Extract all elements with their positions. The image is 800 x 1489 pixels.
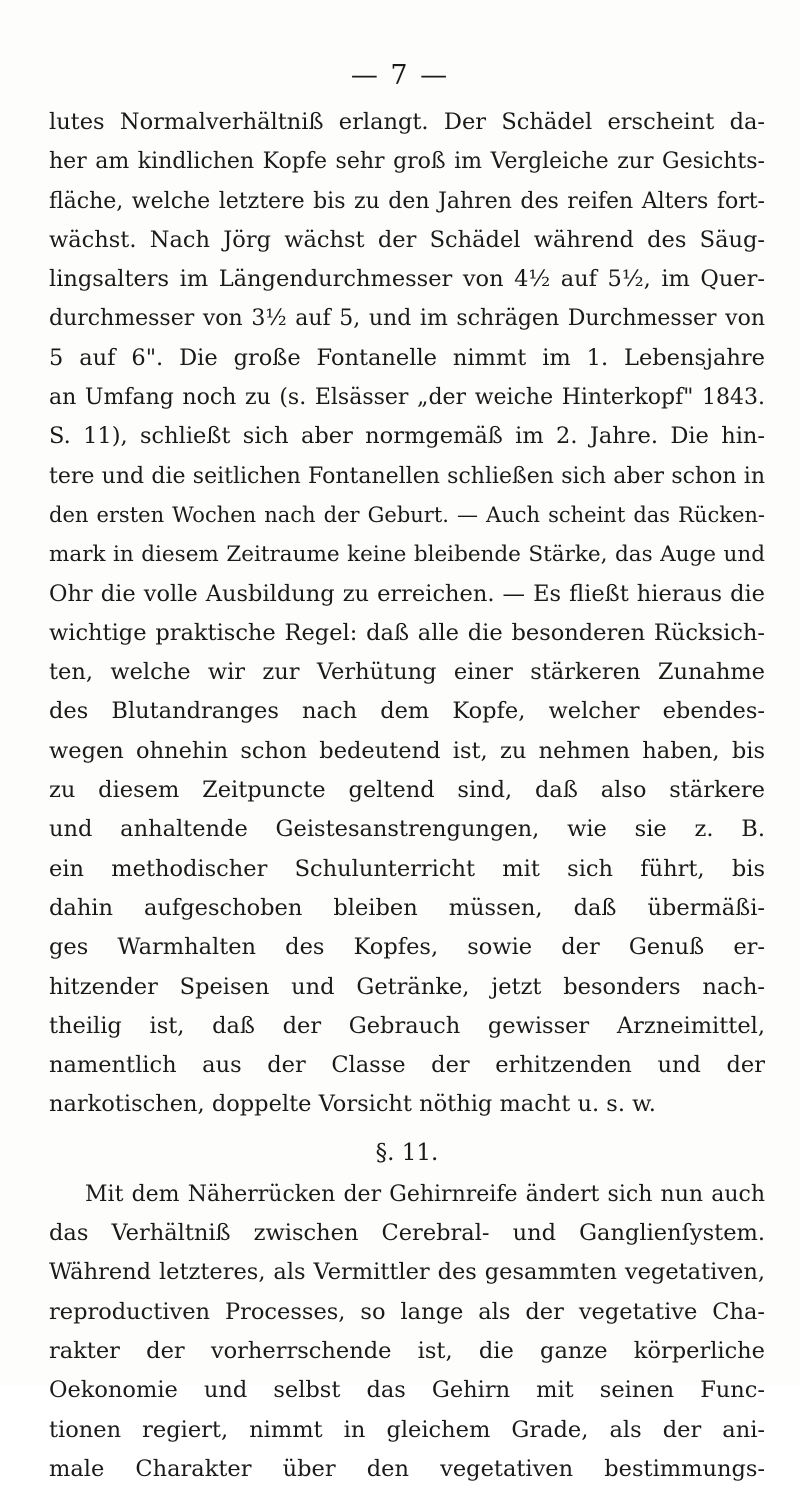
text-line: an Umfang noch zu (s. Elsässer „der weiche Hinterkopf" 1843. [49, 385, 765, 411]
paragraph-2 [49, 1175, 765, 1489]
section-heading: §. 11. [375, 1139, 439, 1166]
text-line: wegen ohnehin schon bedeutend ist, zu nehmen haben, bis [49, 737, 765, 764]
text-line: her am kindlichen Kopfe sehr groß im Vergleiche zur Gesichts- [49, 149, 765, 175]
text-line: hitzender Speisen und Getränke, jetzt besonders nach- [49, 973, 765, 1000]
text-line: fläche, welche letztere bis zu den Jahren des reifen Alters fort- [49, 188, 765, 214]
paragraph-1 [49, 103, 765, 1125]
text-line: rakter der vorherrschende ist, die ganze körperliche [49, 1337, 765, 1364]
text-line: das Verhältniß zwischen Cerebral- und Ganglienſystem. [49, 1220, 765, 1247]
text-line: zu diesem Zeitpuncte geltend sind, daß also stärkere [49, 777, 765, 804]
text-line: Während letzteres, als Vermittler des gesammten vegetativen, [49, 1259, 765, 1286]
text-line: tionen regiert, nimmt in gleichem Grade, als der ani- [49, 1416, 765, 1443]
text-line: Oekonomie und selbst das Gehirn mit seinen Func- [49, 1377, 765, 1404]
text-line: durchmesser von 3½ auf 5, und im schrägen Durchmesser von [49, 306, 765, 332]
text-line: Mit dem Näherrücken der Gehirnreife ändert sich nun auch [85, 1181, 765, 1207]
text-line: S. 11), schließt sich aber normgemäß im 2. Jahre. Die hin- [49, 423, 765, 450]
text-line: 5 auf 6". Die große Fontanelle nimmt im 1. Lebensjahre [49, 344, 765, 371]
text-line: Ohr die volle Ausbildung zu erreichen. — Es fließt hieraus die [49, 580, 765, 607]
text-line: dahin aufgeschoben bleiben müssen, daß übermäßi- [49, 894, 765, 921]
text-line: wächst. Nach Jörg wächst der Schädel während des Säug- [49, 226, 765, 253]
text-line: narkotischen, doppelte Vorsicht nöthig macht u. s. w. [49, 1091, 656, 1118]
text-line: ten, welche wir zur Verhütung einer stärkeren Zunahme [49, 659, 765, 686]
text-line: male Charakter über den vegetativen bestimmungs- [49, 1455, 765, 1482]
text-line: mark in diesem Zeitraume keine bleibende Stärke, das Auge und [49, 542, 765, 568]
text-line: lingsalters im Längendurchmesser von 4½ auf 5½, im Quer- [49, 266, 765, 293]
text-line: und anhaltende Geistesanstrengungen, wie sie z. B. [49, 816, 765, 843]
text-line: des Blutandranges nach dem Kopfe, welcher ebendes- [49, 698, 765, 725]
text-line: ein methodischer Schulunterricht mit sich führt, bis [49, 855, 765, 882]
text-line: den ersten Wochen nach der Geburt. — Auch scheint das Rücken- [49, 502, 765, 527]
body-text [49, 103, 765, 1489]
text-line: reproductiven Processes, so lange als der vegetative Cha- [49, 1298, 765, 1325]
text-line: tere und die seitlichen Fontanellen schließen sich aber schon in [49, 463, 765, 489]
page-number: — 7 — [350, 60, 450, 91]
text-line: lutes Normalverhältniß erlangt. Der Schädel erscheint da- [49, 109, 765, 135]
text-line: wichtige praktische Regel: daß alle die besonderen Rücksich- [49, 619, 765, 646]
text-line: ges Warmhalten des Kopfes, sowie der Genuß er- [49, 934, 765, 961]
text-line: namentlich aus der Classe der erhitzenden und der [49, 1052, 765, 1079]
text-line: theilig ist, daß der Gebrauch gewisser Arzneimittel, [49, 1012, 765, 1039]
